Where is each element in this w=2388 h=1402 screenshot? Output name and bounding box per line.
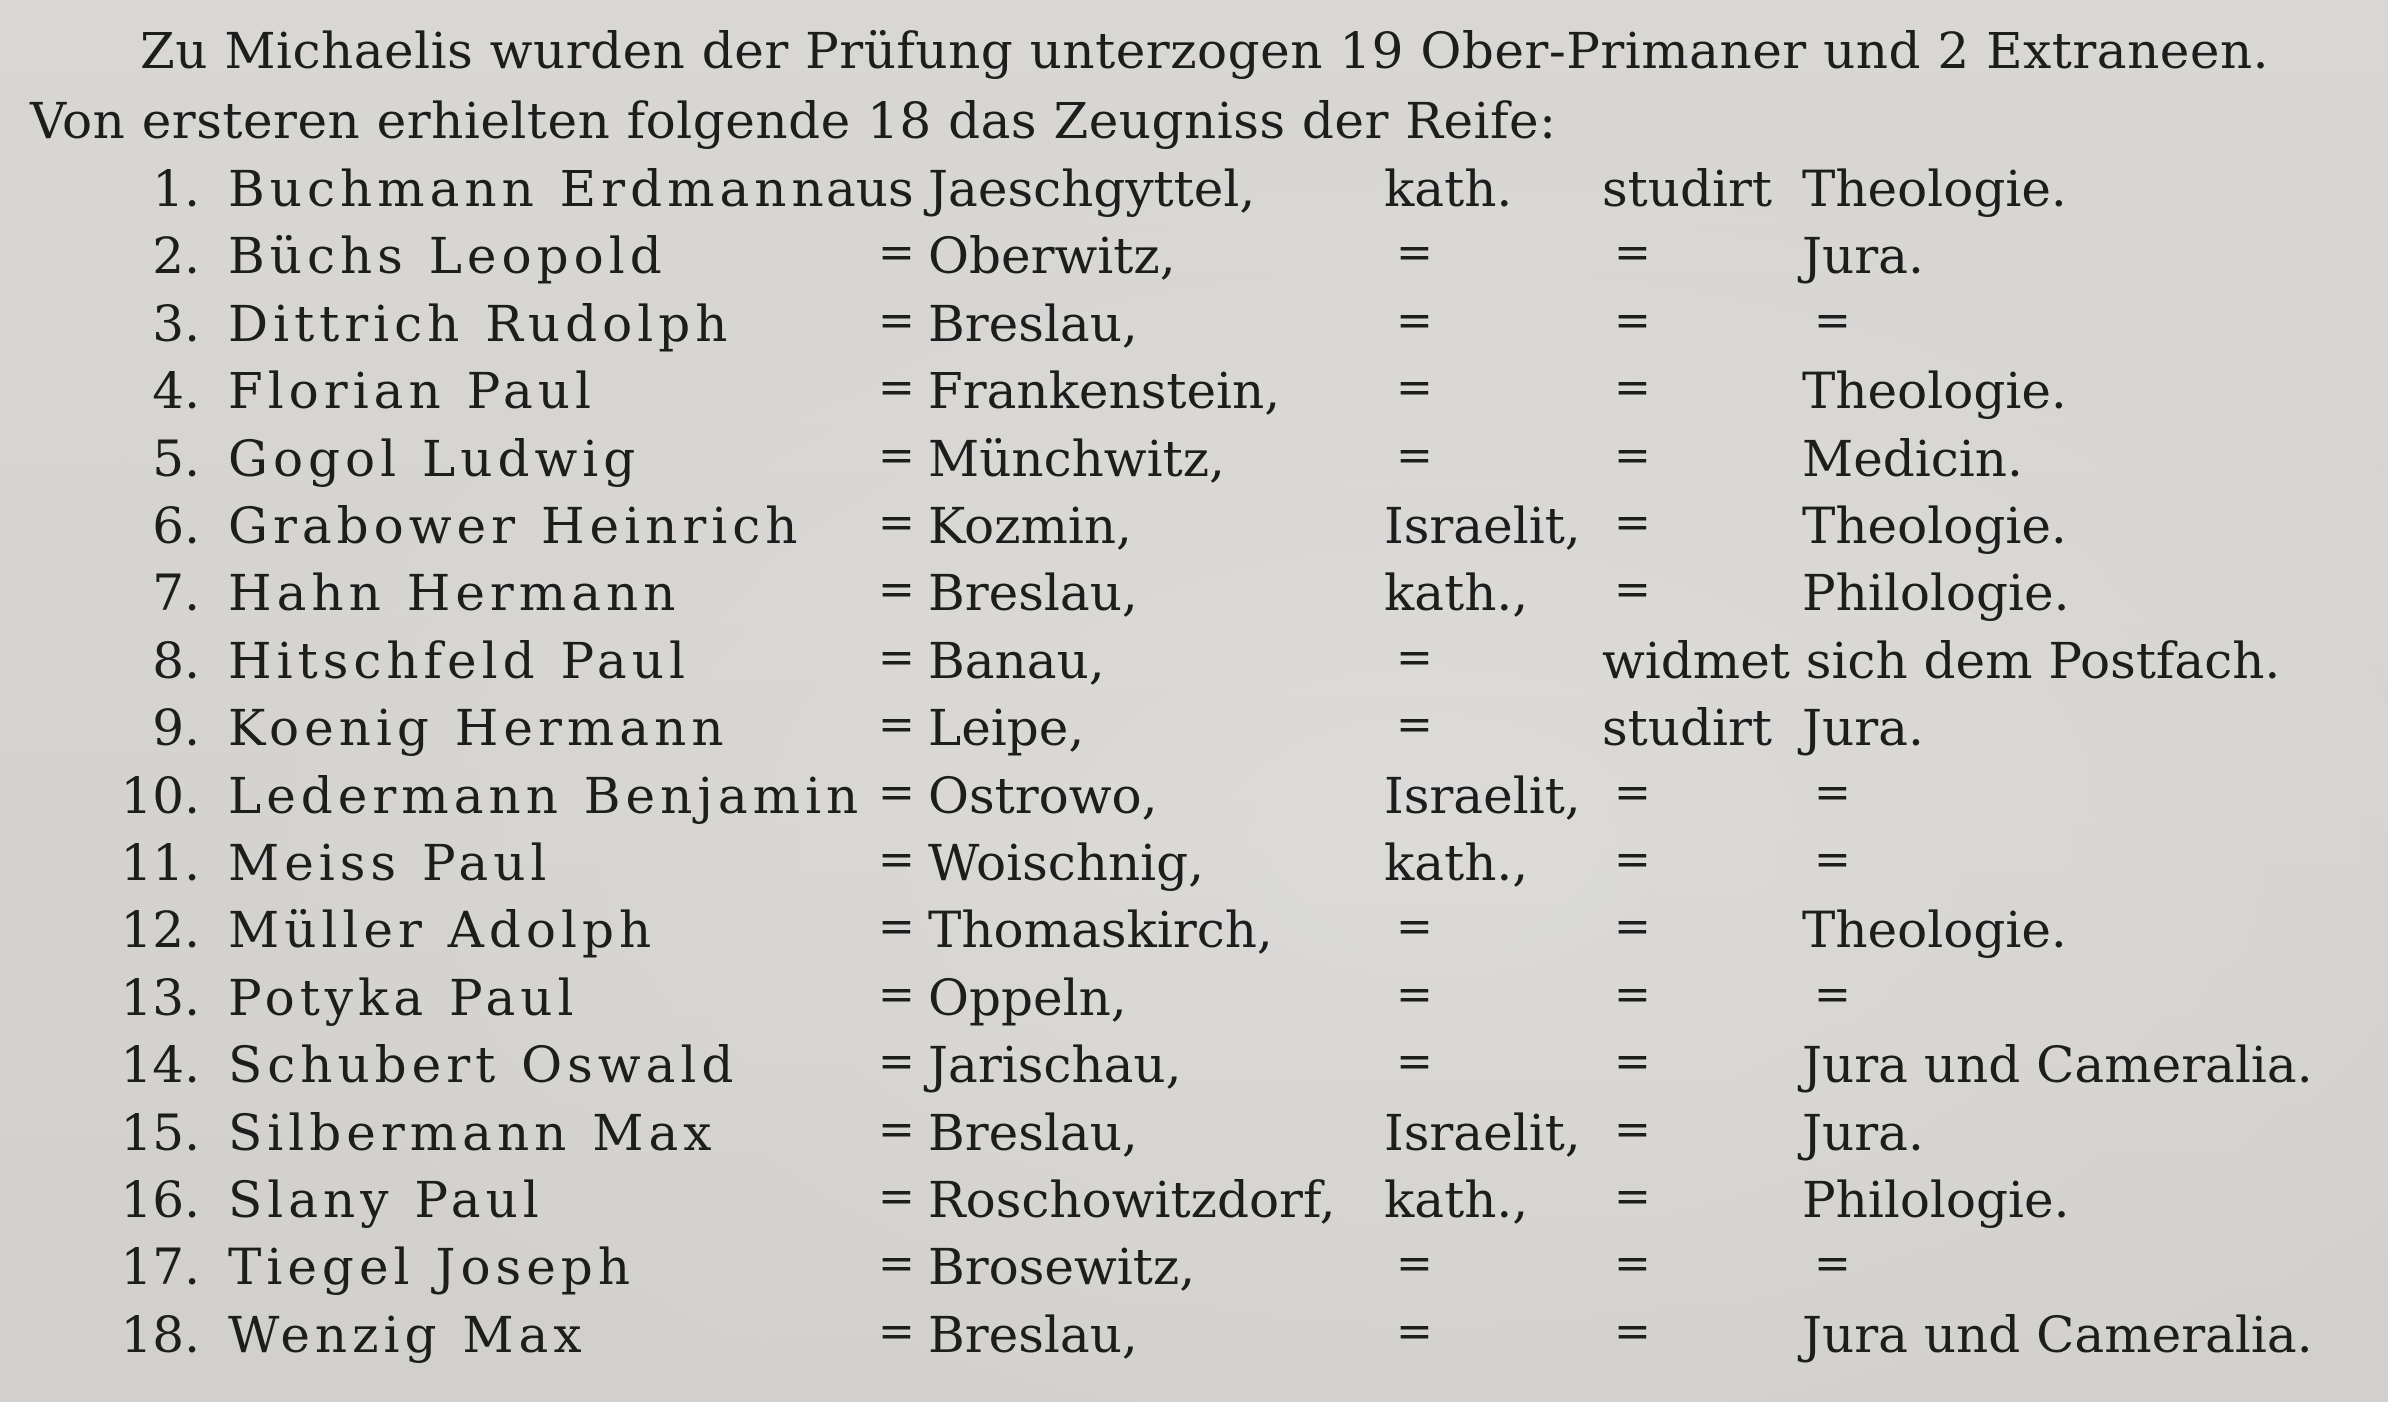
- entry-number: 10.: [120, 766, 200, 825]
- ditto-mark-studirt: =: [1614, 901, 1651, 953]
- ditto-mark-fach: =: [1814, 1238, 1851, 1290]
- entry-place: Roschowitzdorf,: [928, 1171, 1336, 1229]
- entry-place: Jarischau,: [928, 1036, 1182, 1095]
- entry-fach: Theologie.: [1802, 160, 2067, 218]
- ditto-mark-religion: =: [1396, 1238, 1433, 1290]
- intro-line-1: Zu Michaelis wurden der Prüfung unterzogen 19 Ober-Primaner und 2 Extraneen.: [140, 22, 2270, 80]
- entry-fach: Jura und Cameralia.: [1802, 1305, 2313, 1364]
- entry-place: Brosewitz,: [928, 1238, 1196, 1297]
- entry-fach: Philologie.: [1802, 564, 2070, 623]
- entry-number: 5.: [152, 429, 200, 488]
- ditto-mark-aus: =: [878, 901, 915, 953]
- ditto-mark-aus: =: [878, 227, 915, 279]
- entry-place: Leipe,: [928, 699, 1085, 758]
- ditto-mark-aus: =: [878, 699, 915, 751]
- ditto-mark-aus: =: [878, 834, 915, 885]
- ditto-mark-religion: =: [1396, 227, 1433, 279]
- ditto-mark-aus: =: [878, 631, 915, 683]
- entry-name: Dittrich Rudolph: [228, 294, 733, 353]
- ditto-mark-studirt: =: [1614, 564, 1651, 616]
- ditto-mark-studirt: =: [1614, 227, 1651, 279]
- ditto-mark-studirt: =: [1614, 1103, 1651, 1155]
- entry-name: Silbermann Max: [228, 1103, 717, 1162]
- entry-fach: Theologie.: [1802, 362, 2067, 421]
- entry-name: Florian Paul: [228, 362, 596, 421]
- ditto-mark-aus: =: [878, 968, 915, 1020]
- entry-fach: Medicin.: [1802, 429, 2023, 488]
- ditto-mark-religion: =: [1396, 362, 1433, 414]
- entry-fach: Philologie.: [1802, 1171, 2070, 1229]
- entry-place: Banau,: [928, 631, 1105, 690]
- entry-number: 3.: [152, 294, 200, 353]
- ditto-mark-religion: =: [1396, 1036, 1433, 1088]
- entry-name: Grabower Heinrich: [228, 497, 803, 555]
- entry-religion: kath.,: [1384, 834, 1529, 892]
- entry-place: Münchwitz,: [928, 429, 1225, 488]
- ditto-mark-aus: =: [878, 497, 915, 548]
- ditto-mark-religion: =: [1396, 429, 1433, 481]
- ditto-mark-studirt: =: [1614, 1305, 1651, 1357]
- entry-place: Jaeschgyttel,: [928, 160, 1256, 218]
- ditto-mark-studirt: =: [1614, 429, 1651, 481]
- entry-fach: Theologie.: [1802, 901, 2067, 960]
- entry-place: Oppeln,: [928, 968, 1127, 1027]
- ditto-mark-religion: =: [1396, 294, 1433, 346]
- ditto-mark-studirt: =: [1614, 294, 1651, 346]
- entry-place: Kozmin,: [928, 497, 1132, 555]
- entry-place: Breslau,: [928, 564, 1138, 623]
- entry-religion: kath.: [1384, 160, 1513, 218]
- entry-number: 2.: [152, 227, 200, 286]
- entry-name: Ledermann Benjamin: [228, 766, 864, 825]
- ditto-mark-studirt: =: [1614, 1036, 1651, 1088]
- entry-number: 9.: [152, 699, 200, 758]
- ditto-mark-aus: =: [878, 1238, 915, 1290]
- entry-place: Thomaskirch,: [928, 901, 1273, 960]
- entry-number: 14.: [120, 1036, 200, 1095]
- ditto-mark-fach: =: [1814, 968, 1851, 1020]
- entry-place: Ostrowo,: [928, 766, 1158, 825]
- entry-number: 7.: [152, 564, 200, 623]
- entry-number: 6.: [152, 497, 200, 555]
- entry-number: 13.: [120, 968, 200, 1027]
- entry-fach: Jura.: [1802, 699, 1924, 758]
- entry-number: 4.: [152, 362, 200, 421]
- entry-studirt: studirt: [1602, 699, 1772, 758]
- ditto-mark-aus: =: [878, 766, 915, 818]
- entry-name: Gogol Ludwig: [228, 429, 641, 488]
- ditto-mark-studirt: =: [1614, 362, 1651, 414]
- ditto-mark-religion: =: [1396, 901, 1433, 953]
- entry-number: 18.: [120, 1305, 200, 1364]
- entry-name: Hahn Hermann: [228, 564, 681, 623]
- entry-place: Oberwitz,: [928, 227, 1176, 286]
- ditto-mark-aus: =: [878, 1171, 915, 1222]
- entry-fach: Jura und Cameralia.: [1802, 1036, 2313, 1095]
- ditto-mark-studirt: =: [1614, 1171, 1651, 1222]
- entry-place: Breslau,: [928, 1305, 1138, 1364]
- entry-name: Büchs Leopold: [228, 227, 667, 286]
- ditto-mark-aus: =: [878, 564, 915, 616]
- entry-place: Breslau,: [928, 1103, 1138, 1162]
- ditto-mark-aus: =: [878, 294, 915, 346]
- entry-fach: Jura.: [1802, 227, 1924, 286]
- entry-number: 12.: [120, 901, 200, 960]
- ditto-mark-religion: =: [1396, 699, 1433, 751]
- ditto-mark-studirt: =: [1614, 766, 1651, 818]
- entry-number: 15.: [120, 1103, 200, 1162]
- entry-place: Woischnig,: [928, 834, 1205, 892]
- ditto-mark-religion: =: [1396, 631, 1433, 683]
- entry-religion: kath.,: [1384, 564, 1529, 623]
- entry-religion: kath.,: [1384, 1171, 1529, 1229]
- entry-religion: Israelit,: [1384, 497, 1581, 555]
- ditto-mark-studirt: =: [1614, 497, 1651, 548]
- ditto-mark-studirt: =: [1614, 968, 1651, 1020]
- entry-religion: Israelit,: [1384, 766, 1581, 825]
- entry-number: 16.: [120, 1171, 200, 1229]
- ditto-mark-aus: =: [878, 1036, 915, 1088]
- ditto-mark-aus: =: [878, 429, 915, 481]
- ditto-mark-fach: =: [1814, 766, 1851, 818]
- entry-studirt: widmet sich dem Postfach.: [1602, 631, 2281, 690]
- entry-name: Hitschfeld Paul: [228, 631, 690, 690]
- ditto-mark-fach: =: [1814, 294, 1851, 346]
- entry-aus: aus: [826, 160, 914, 218]
- ditto-mark-aus: =: [878, 1103, 915, 1155]
- entry-fach: Theologie.: [1802, 497, 2067, 555]
- ditto-mark-aus: =: [878, 362, 915, 414]
- entry-number: 1.: [152, 160, 200, 218]
- entry-fach: Jura.: [1802, 1103, 1924, 1162]
- entry-name: Schubert Oswald: [228, 1036, 739, 1095]
- entry-name: Meiss Paul: [228, 834, 552, 892]
- entry-religion: Israelit,: [1384, 1103, 1581, 1162]
- entry-place: Frankenstein,: [928, 362, 1281, 421]
- entry-name: Slany Paul: [228, 1171, 544, 1229]
- ditto-mark-fach: =: [1814, 834, 1851, 885]
- entry-name: Müller Adolph: [228, 901, 657, 960]
- ditto-mark-studirt: =: [1614, 834, 1651, 885]
- ditto-mark-religion: =: [1396, 968, 1433, 1020]
- entry-number: 11.: [120, 834, 200, 892]
- ditto-mark-religion: =: [1396, 1305, 1433, 1357]
- entry-name: Wenzig Max: [228, 1305, 587, 1364]
- entry-studirt: studirt: [1602, 160, 1772, 218]
- intro-line-2: Von ersteren erhielten folgende 18 das Zeugniss der Reife:: [30, 92, 1557, 150]
- entry-place: Breslau,: [928, 294, 1138, 353]
- entry-name: Koenig Hermann: [228, 699, 729, 758]
- entry-name: Tiegel Joseph: [228, 1238, 636, 1297]
- entry-number: 17.: [120, 1238, 200, 1297]
- entry-number: 8.: [152, 631, 200, 690]
- ditto-mark-aus: =: [878, 1305, 915, 1357]
- entry-name: Potyka Paul: [228, 968, 579, 1027]
- entry-name: Buchmann Erdmann: [228, 160, 829, 218]
- ditto-mark-studirt: =: [1614, 1238, 1651, 1290]
